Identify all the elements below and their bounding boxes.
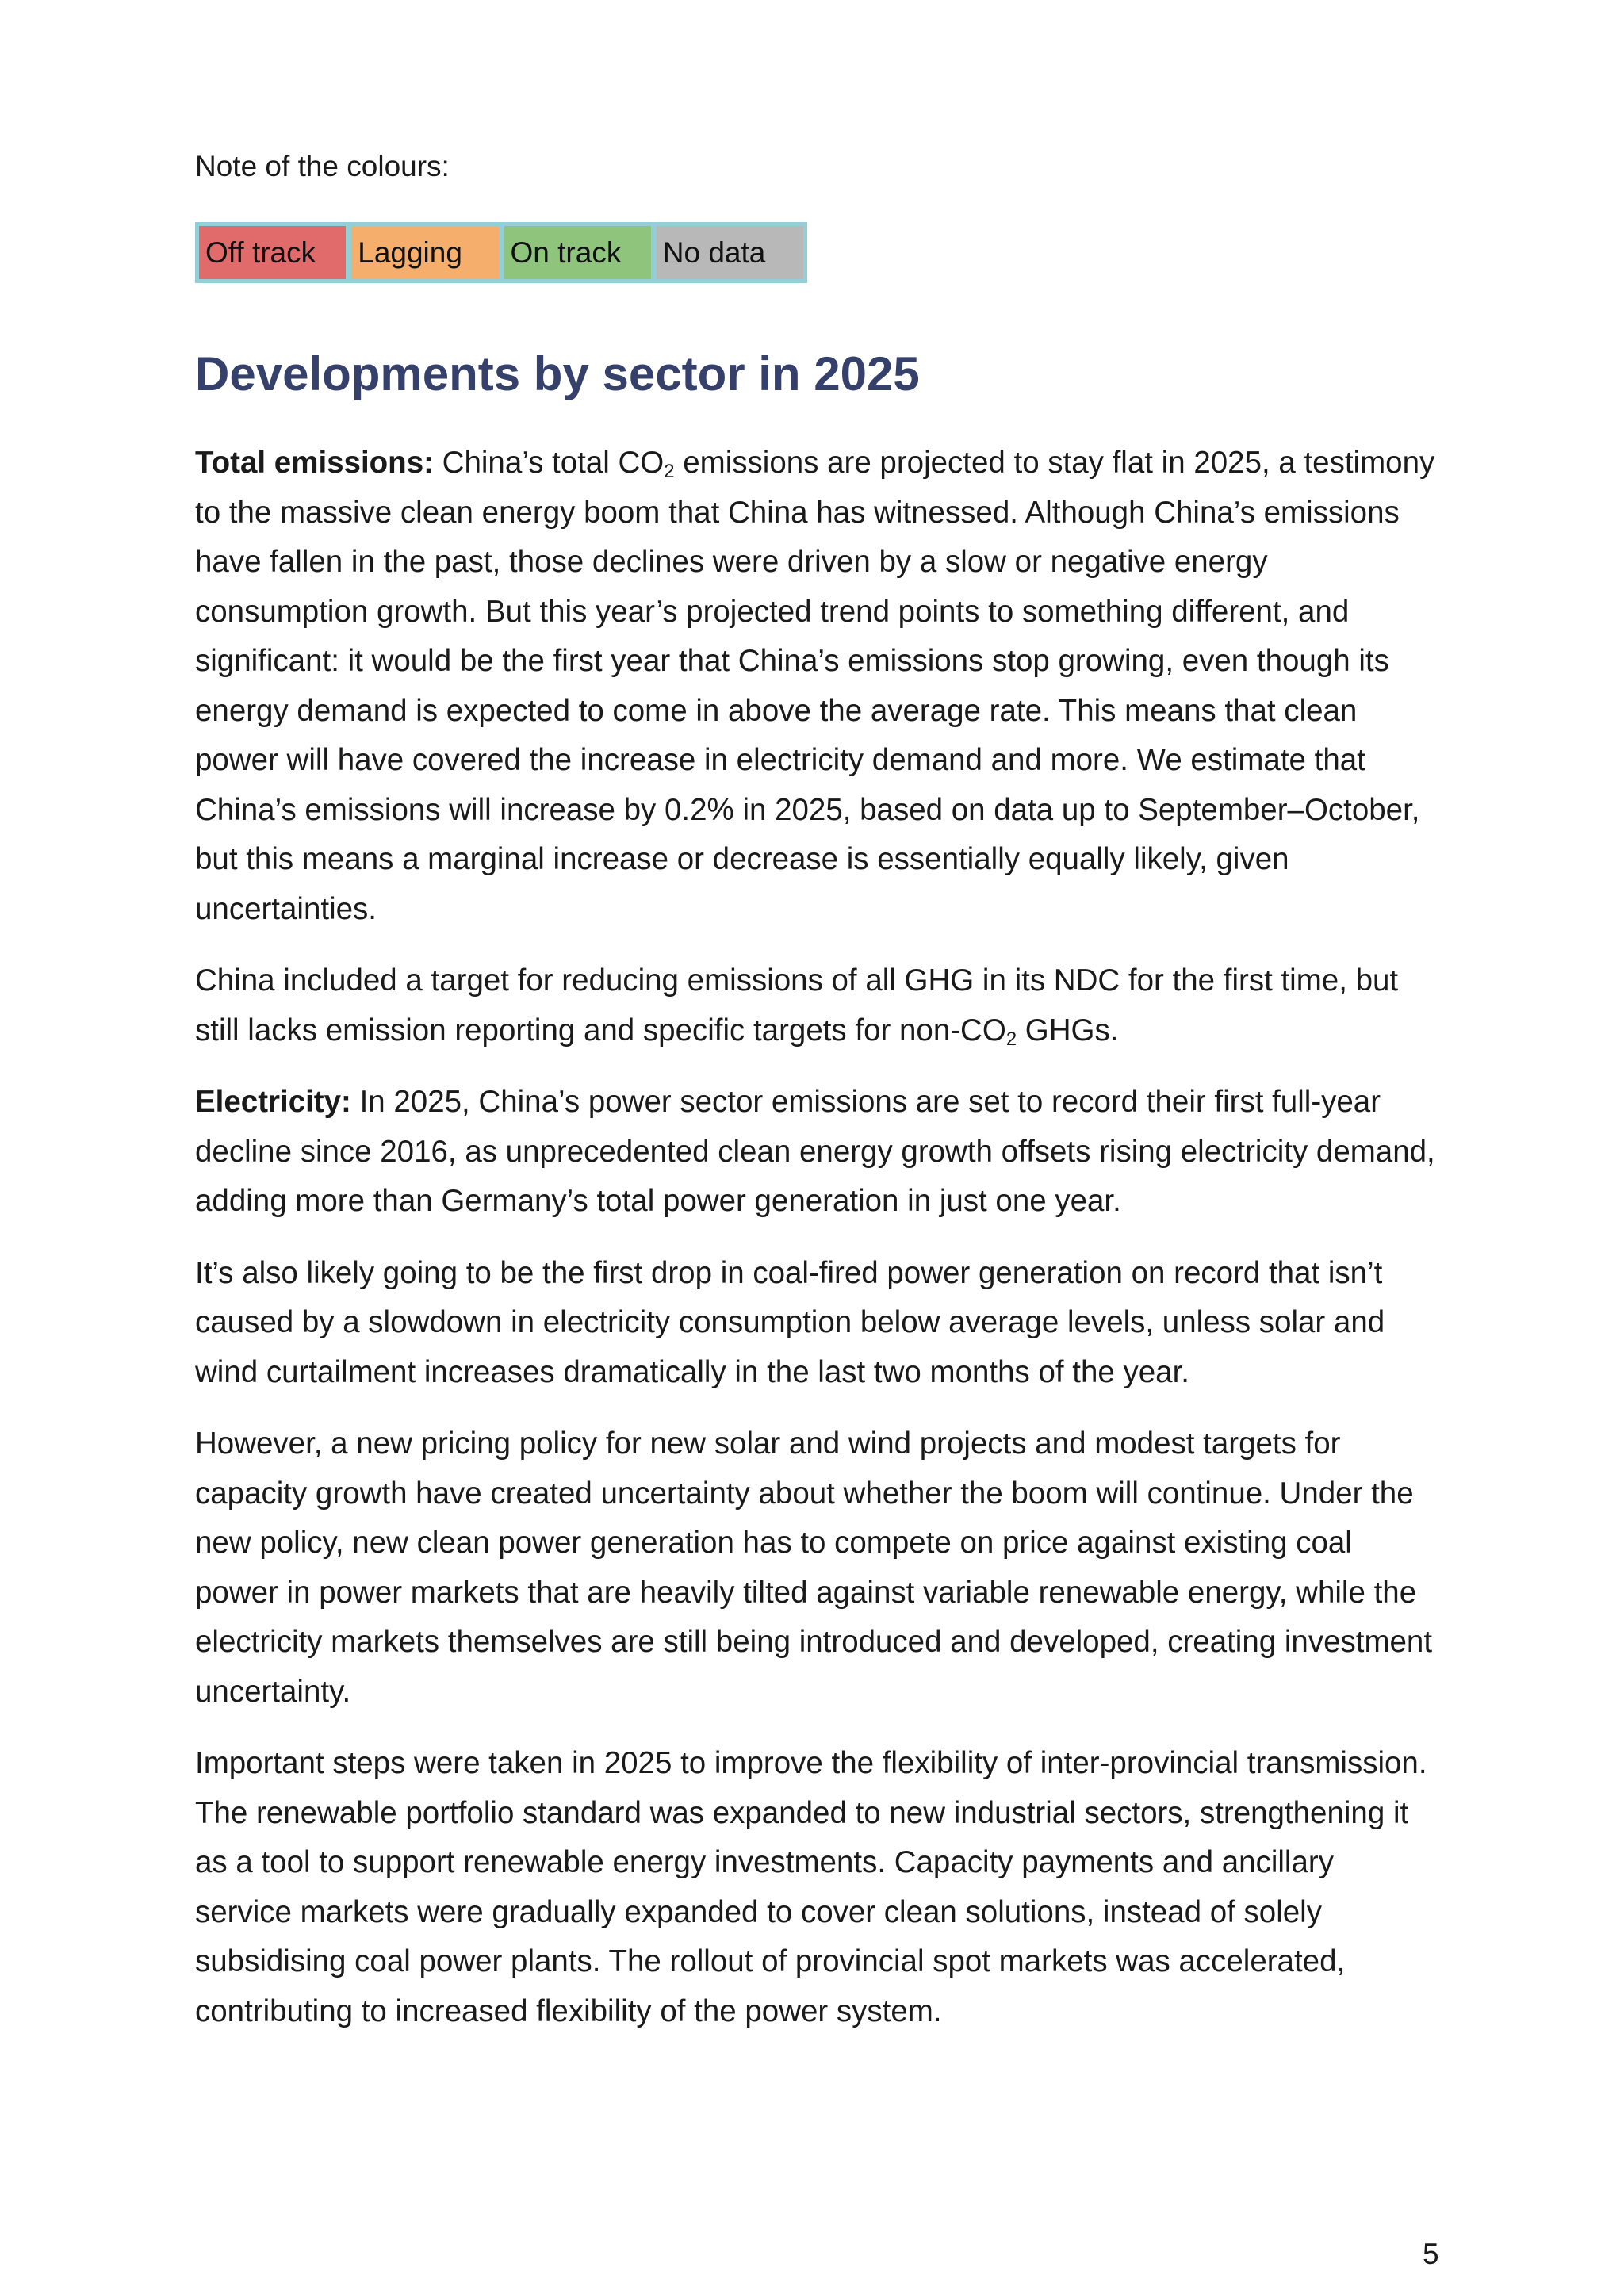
lead-electricity: Electricity: — [195, 1085, 351, 1119]
paragraph-electricity — [195, 1078, 1437, 1227]
legend-on-track: On track — [504, 226, 651, 279]
paragraph-pricing-policy: However, a new pricing policy for new solar and wind projects and modest targets for capacity growth have created uncertainty about whether the boom will continue. Under the new policy, new clean power generation has to compete on price against existing coal power in power markets that are heavily tilted against variable renewable energy, while the electricity markets themselves are still being introduced and developed, creating investment uncertainty. — [195, 1427, 1433, 1709]
legend-off-track: Off track — [199, 226, 346, 279]
colour-note: Note of the colours: — [195, 150, 450, 182]
p1-text-1: China’s total CO — [433, 446, 665, 480]
paragraph-ghg-target — [195, 956, 1437, 1055]
paragraph-coal-drop: It’s also likely going to be the first drop in coal-fired power generation on record that isn’t caused by a slowdown in electricity consumption below average levels, unless solar and wind curtailment increases dramatically in the last two months of the year. — [195, 1255, 1385, 1389]
lead-total-emissions: Total emissions: — [195, 446, 434, 480]
p1-subscript: 2 — [664, 460, 675, 482]
legend-no-data: No data — [657, 226, 803, 279]
legend-lagging: Lagging — [351, 226, 498, 279]
page-content — [195, 143, 1437, 2058]
p3-text: In 2025, China’s power sector emissions are set to record their first full-year decline since 2016, as unprecedented clean energy growth offsets rising electricity demand, adding more than Germany’s total power generation in just one year. — [195, 1085, 1435, 1218]
colour-legend — [195, 222, 807, 283]
page-number: 5 — [1423, 2238, 1439, 2270]
p2-text-1: China included a target for reducing emissions of all GHG in its NDC for the first time, but still lacks emission reporting and specific targets for non-CO — [195, 963, 1399, 1047]
section-heading: Developments by sector in 2025 — [195, 347, 920, 400]
p2-text-2: GHGs. — [1017, 1013, 1119, 1047]
p2-subscript: 2 — [1005, 1028, 1017, 1050]
paragraph-flexibility-steps: Important steps were taken in 2025 to improve the flexibility of inter-provincial transmission. The renewable portfolio standard was expanded to new industrial sectors, strengthening it as a tool to support renewable energy investments. Capacity payments and ancillary service markets were gradually expanded to cover clean solutions, instead of solely subsidising coal power plants. The rollout of provincial spot markets was accelerated, contributing to increased flexibility of the power system. — [195, 1746, 1427, 2028]
p1-text-2: emissions are projected to stay flat in 2025, a testimony to the massive clean energy boom that China has witnessed. Although China’s emissions have fallen in the past, those declines were driven by a slow or negative energy consumption growth. But this year’s projected trend points to something different, and significant: it would be the first year that China’s emissions stop growing, even though its energy demand is expected to come in above the average rate. This means that clean power will have covered the increase in electricity demand and more. We estimate that China’s emissions will increase by 0.2% in 2025, based on data up to September–October, but this means a marginal increase or decrease is essentially equally likely, given uncertainties. — [195, 446, 1435, 926]
paragraph-total-emissions — [195, 439, 1437, 934]
